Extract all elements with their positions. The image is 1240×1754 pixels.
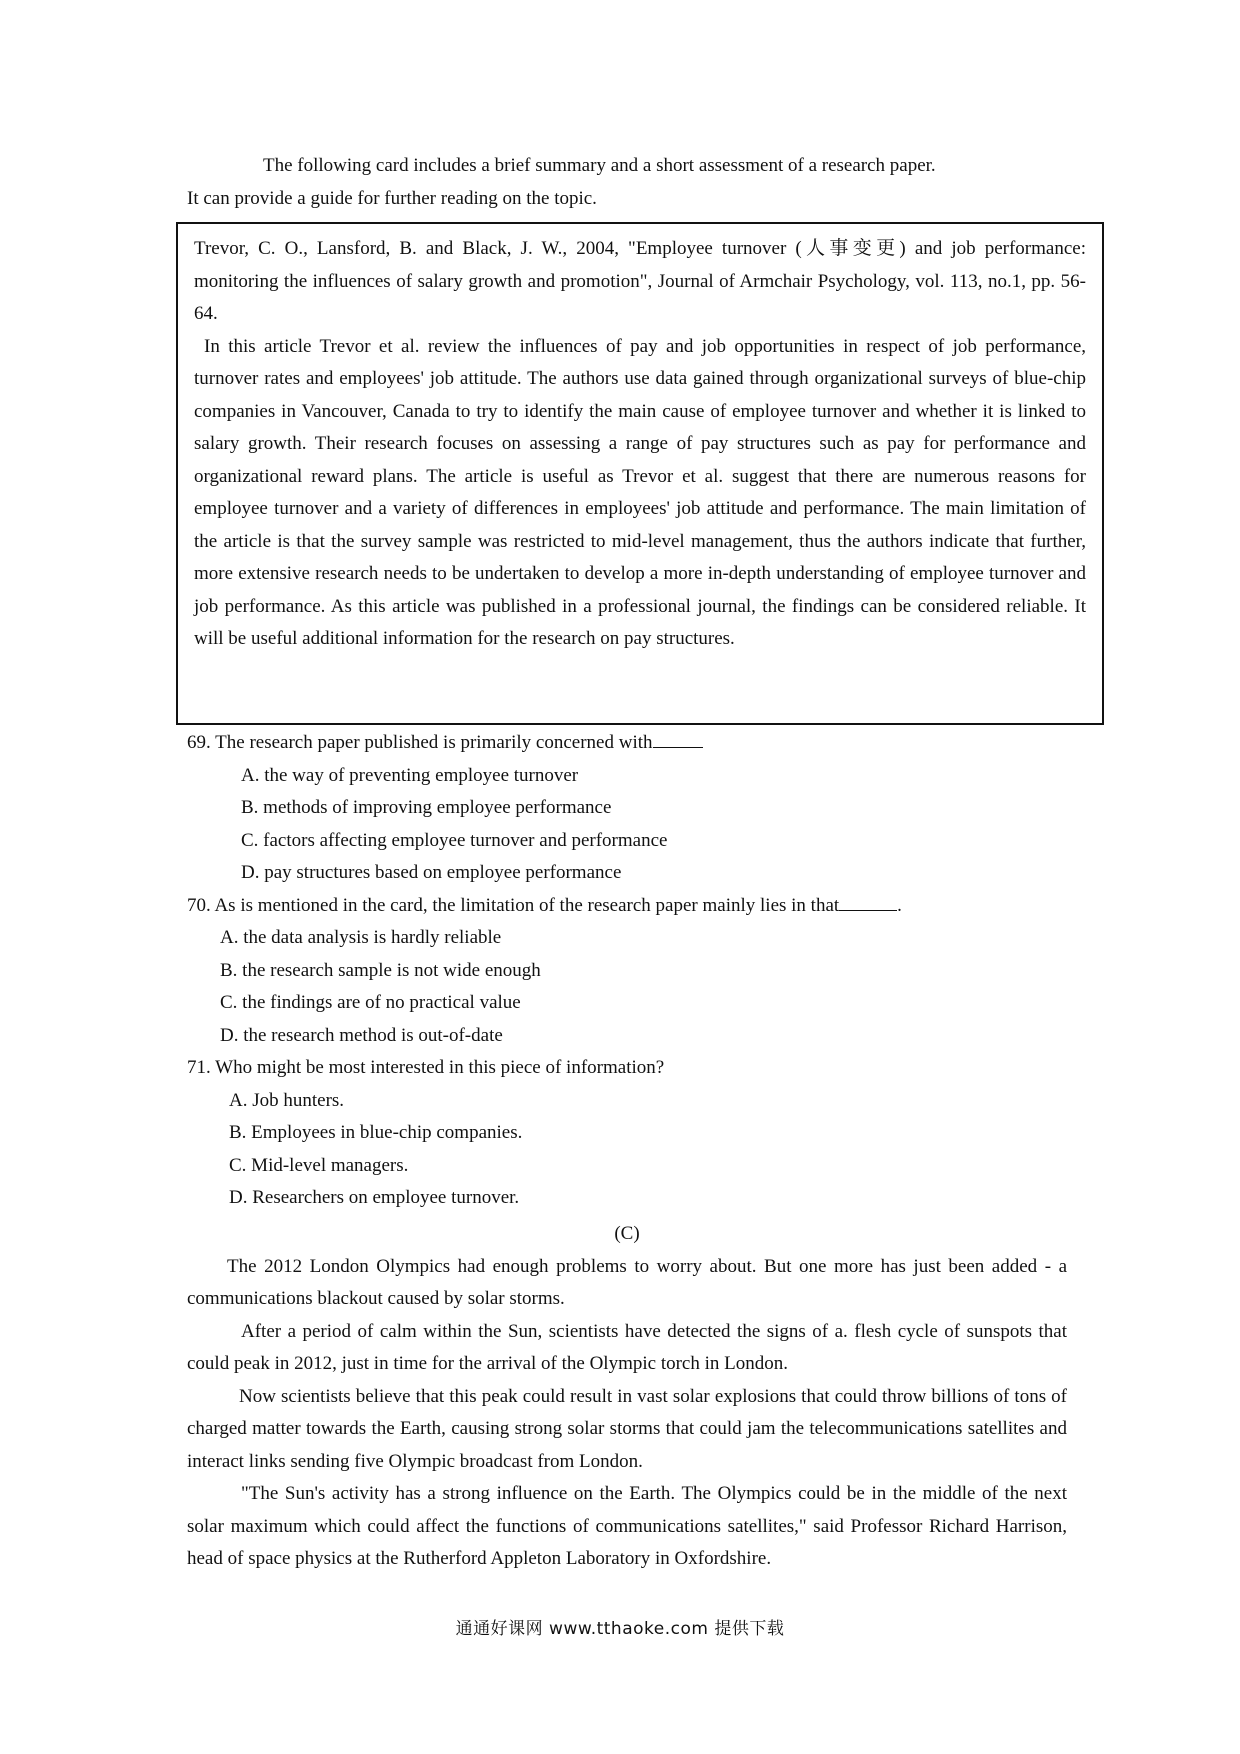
section-c-paragraph-2: After a period of calm within the Sun, scientists have detected the signs of a. flesh cycle of sunspots that could peak in 2012, just in time for the arrival of the Olympic torch in London. <box>187 1320 1067 1374</box>
option-71-a: A. Job hunters. <box>229 1089 345 1111</box>
summary-card <box>176 222 1104 725</box>
option-69-b: B. methods of improving employee performance <box>241 797 612 818</box>
option-69-a: A. the way of preventing employee turnover <box>241 764 579 786</box>
section-c <box>187 1218 1067 1576</box>
card-summary: In this article Trevor et al. review the influences of pay and job opportunities in respect of job performance, turnover rates and employees' job attitude. The authors use data gained through organizational surveys of blue-chip companies in Vancouver, Canada to try to identify the main cause of employee turnover and whether it is linked to salary growth. Their research focuses on assessing a range of pay structures such as pay for performance and organizational reward plans. The article is useful as Trevor et al. suggest that there are numerous reasons for employee turnover and a variety of differences in employees' job attitude and performance. The main limitation of the article is that the survey sample was restricted to mid-level management, thus the authors indicate that further, more extensive research needs to be undertaken to develop a more in-depth understanding of employee turnover and job performance. As this article was published in a professional journal, the findings can be considered reliable. It will be useful additional information for the research on pay structures. <box>194 335 1086 649</box>
question-70 <box>187 890 1067 923</box>
page-footer: 通通好课网 www.tthaoke.com 提供下载 <box>455 1619 785 1639</box>
question-70-stem-end: . <box>897 894 902 916</box>
option-69-c: C. factors affecting employee turnover and performance <box>241 829 668 851</box>
option-71-d: D. Researchers on employee turnover. <box>229 1187 520 1208</box>
option-70-d: D. the research method is out-of-date <box>220 1024 503 1046</box>
option-70-b: B. the research sample is not wide enough <box>220 959 541 981</box>
section-c-paragraph-3: Now scientists believe that this peak could result in vast solar explosions that could throw billions of tons of charged matter towards the Earth, causing strong solar storms that could jam the telecommunications satellites and interact links sending five Olympic broadcast from London. <box>187 1385 1067 1472</box>
question-69 <box>187 727 1067 760</box>
section-c-paragraph-4: "The Sun's activity has a strong influence on the Earth. The Olympics could be in the middle of the next solar maximum which could affect the functions of communications satellites," said Professor Richard Harrison, head of space physics at the Rutherford Appleton Laboratory in Oxfordshire. <box>187 1483 1067 1569</box>
card-citation: Trevor, C. O., Lansford, B. and Black, J. W., 2004, "Employee turnover (人事变更) and job performance: monitoring the influences of salary growth and promotion", Journal of Armchair Psychology, vol. 113, no.1, pp. 56-64. <box>194 238 1086 324</box>
intro-line-1: The following card includes a brief summary and a short assessment of a research paper. <box>263 155 936 176</box>
question-69-stem: 69. The research paper published is primarily concerned with <box>187 732 653 753</box>
option-69-d: D. pay structures based on employee performance <box>241 862 622 883</box>
answer-blank <box>839 892 897 911</box>
answer-blank <box>653 729 703 748</box>
question-71: 71. Who might be most interested in this piece of information? <box>187 1057 665 1078</box>
option-71-c: C. Mid-level managers. <box>229 1154 409 1176</box>
option-71-b: B. Employees in blue-chip companies. <box>229 1122 523 1143</box>
question-70-stem: 70. As is mentioned in the card, the limitation of the research paper mainly lies in that <box>187 894 840 916</box>
questions-block <box>187 727 1067 1215</box>
section-c-heading: (C) <box>614 1223 640 1244</box>
intro-text <box>187 150 1067 215</box>
option-70-c: C. the findings are of no practical value <box>220 992 521 1013</box>
intro-line-2: It can provide a guide for further reading on the topic. <box>187 187 597 209</box>
section-c-paragraph-1: The 2012 London Olympics had enough problems to worry about. But one more has just been added - a communications blackout caused by solar storms. <box>187 1255 1067 1309</box>
option-70-a: A. the data analysis is hardly reliable <box>220 927 502 948</box>
